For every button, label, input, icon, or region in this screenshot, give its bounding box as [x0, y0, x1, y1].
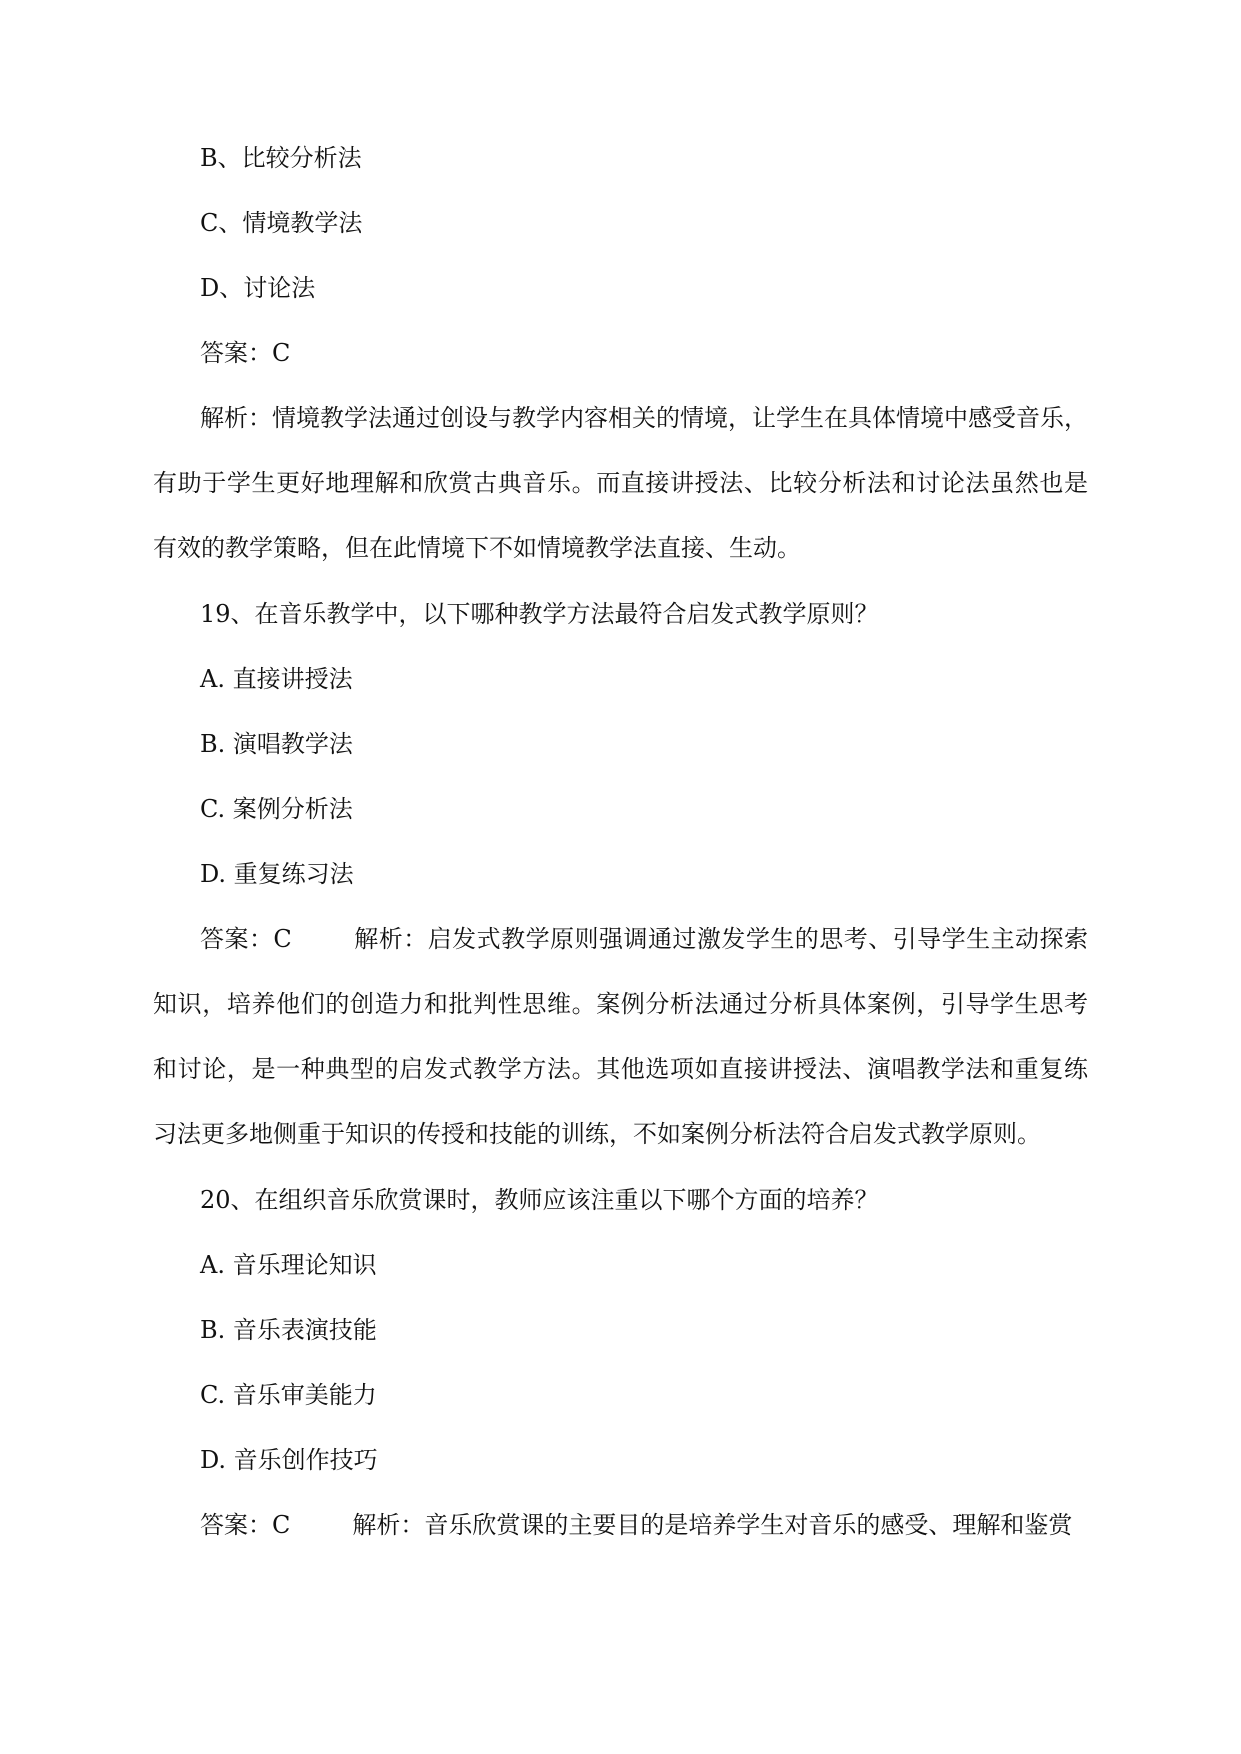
q19-option-c: C. 案例分析法 — [200, 795, 353, 823]
q19-analysis: 解析：启发式教学原则强调通过激发学生的思考、引导学生主动探索知识，培养他们的创造力和批判性思维。案例分析法通过分析具体案例，引导学生思考和讨论，是一种典型的启发式教学方法。其他选项如直接讲授法、演唱教学法和重复练习法更多地侧重于知识的传授和技能的训练，不如案例分析法符合启发式教学原则。 — [153, 925, 1088, 1148]
q20-analysis: 解析：音乐欣赏课的主要目的是培养学生对音乐的感受、理解和鉴赏 — [352, 1511, 1073, 1539]
q18-option-d: D、讨论法 — [200, 274, 316, 302]
document-content — [153, 142, 1088, 1575]
q20-option-d: D. 音乐创作技巧 — [200, 1446, 378, 1474]
q18-analysis: 解析：情境教学法通过创设与教学内容相关的情境，让学生在具体情境中感受音乐，有助于学生更好地理解和欣赏古典音乐。而直接讲授法、比较分析法和讨论法虽然也是有效的教学策略，但在此情境下不如情境教学法直接、生动。 — [153, 404, 1088, 562]
q19-answer: 答案：C — [200, 925, 292, 953]
q20-option-b: B. 音乐表演技能 — [200, 1316, 377, 1344]
q19-option-b: B. 演唱教学法 — [200, 730, 353, 758]
q20-option-c: C. 音乐审美能力 — [200, 1381, 377, 1409]
q20-option-a: A. 音乐理论知识 — [200, 1251, 377, 1279]
q19-option-d: D. 重复练习法 — [200, 860, 354, 888]
q20-answer: 答案：C — [200, 1511, 291, 1539]
q18-option-b: B、比较分析法 — [200, 144, 362, 172]
q19-question: 19、在音乐教学中，以下哪种教学方法最符合启发式教学原则？ — [200, 600, 879, 628]
q18-option-c: C、情境教学法 — [200, 209, 363, 237]
q19-option-a: A. 直接讲授法 — [200, 665, 353, 693]
q18-answer: 答案：C — [200, 339, 291, 367]
q20-question: 20、在组织音乐欣赏课时，教师应该注重以下哪个方面的培养？ — [200, 1186, 879, 1214]
q20-answer-analysis — [153, 1493, 1088, 1558]
q19-answer-analysis — [153, 907, 1088, 1167]
